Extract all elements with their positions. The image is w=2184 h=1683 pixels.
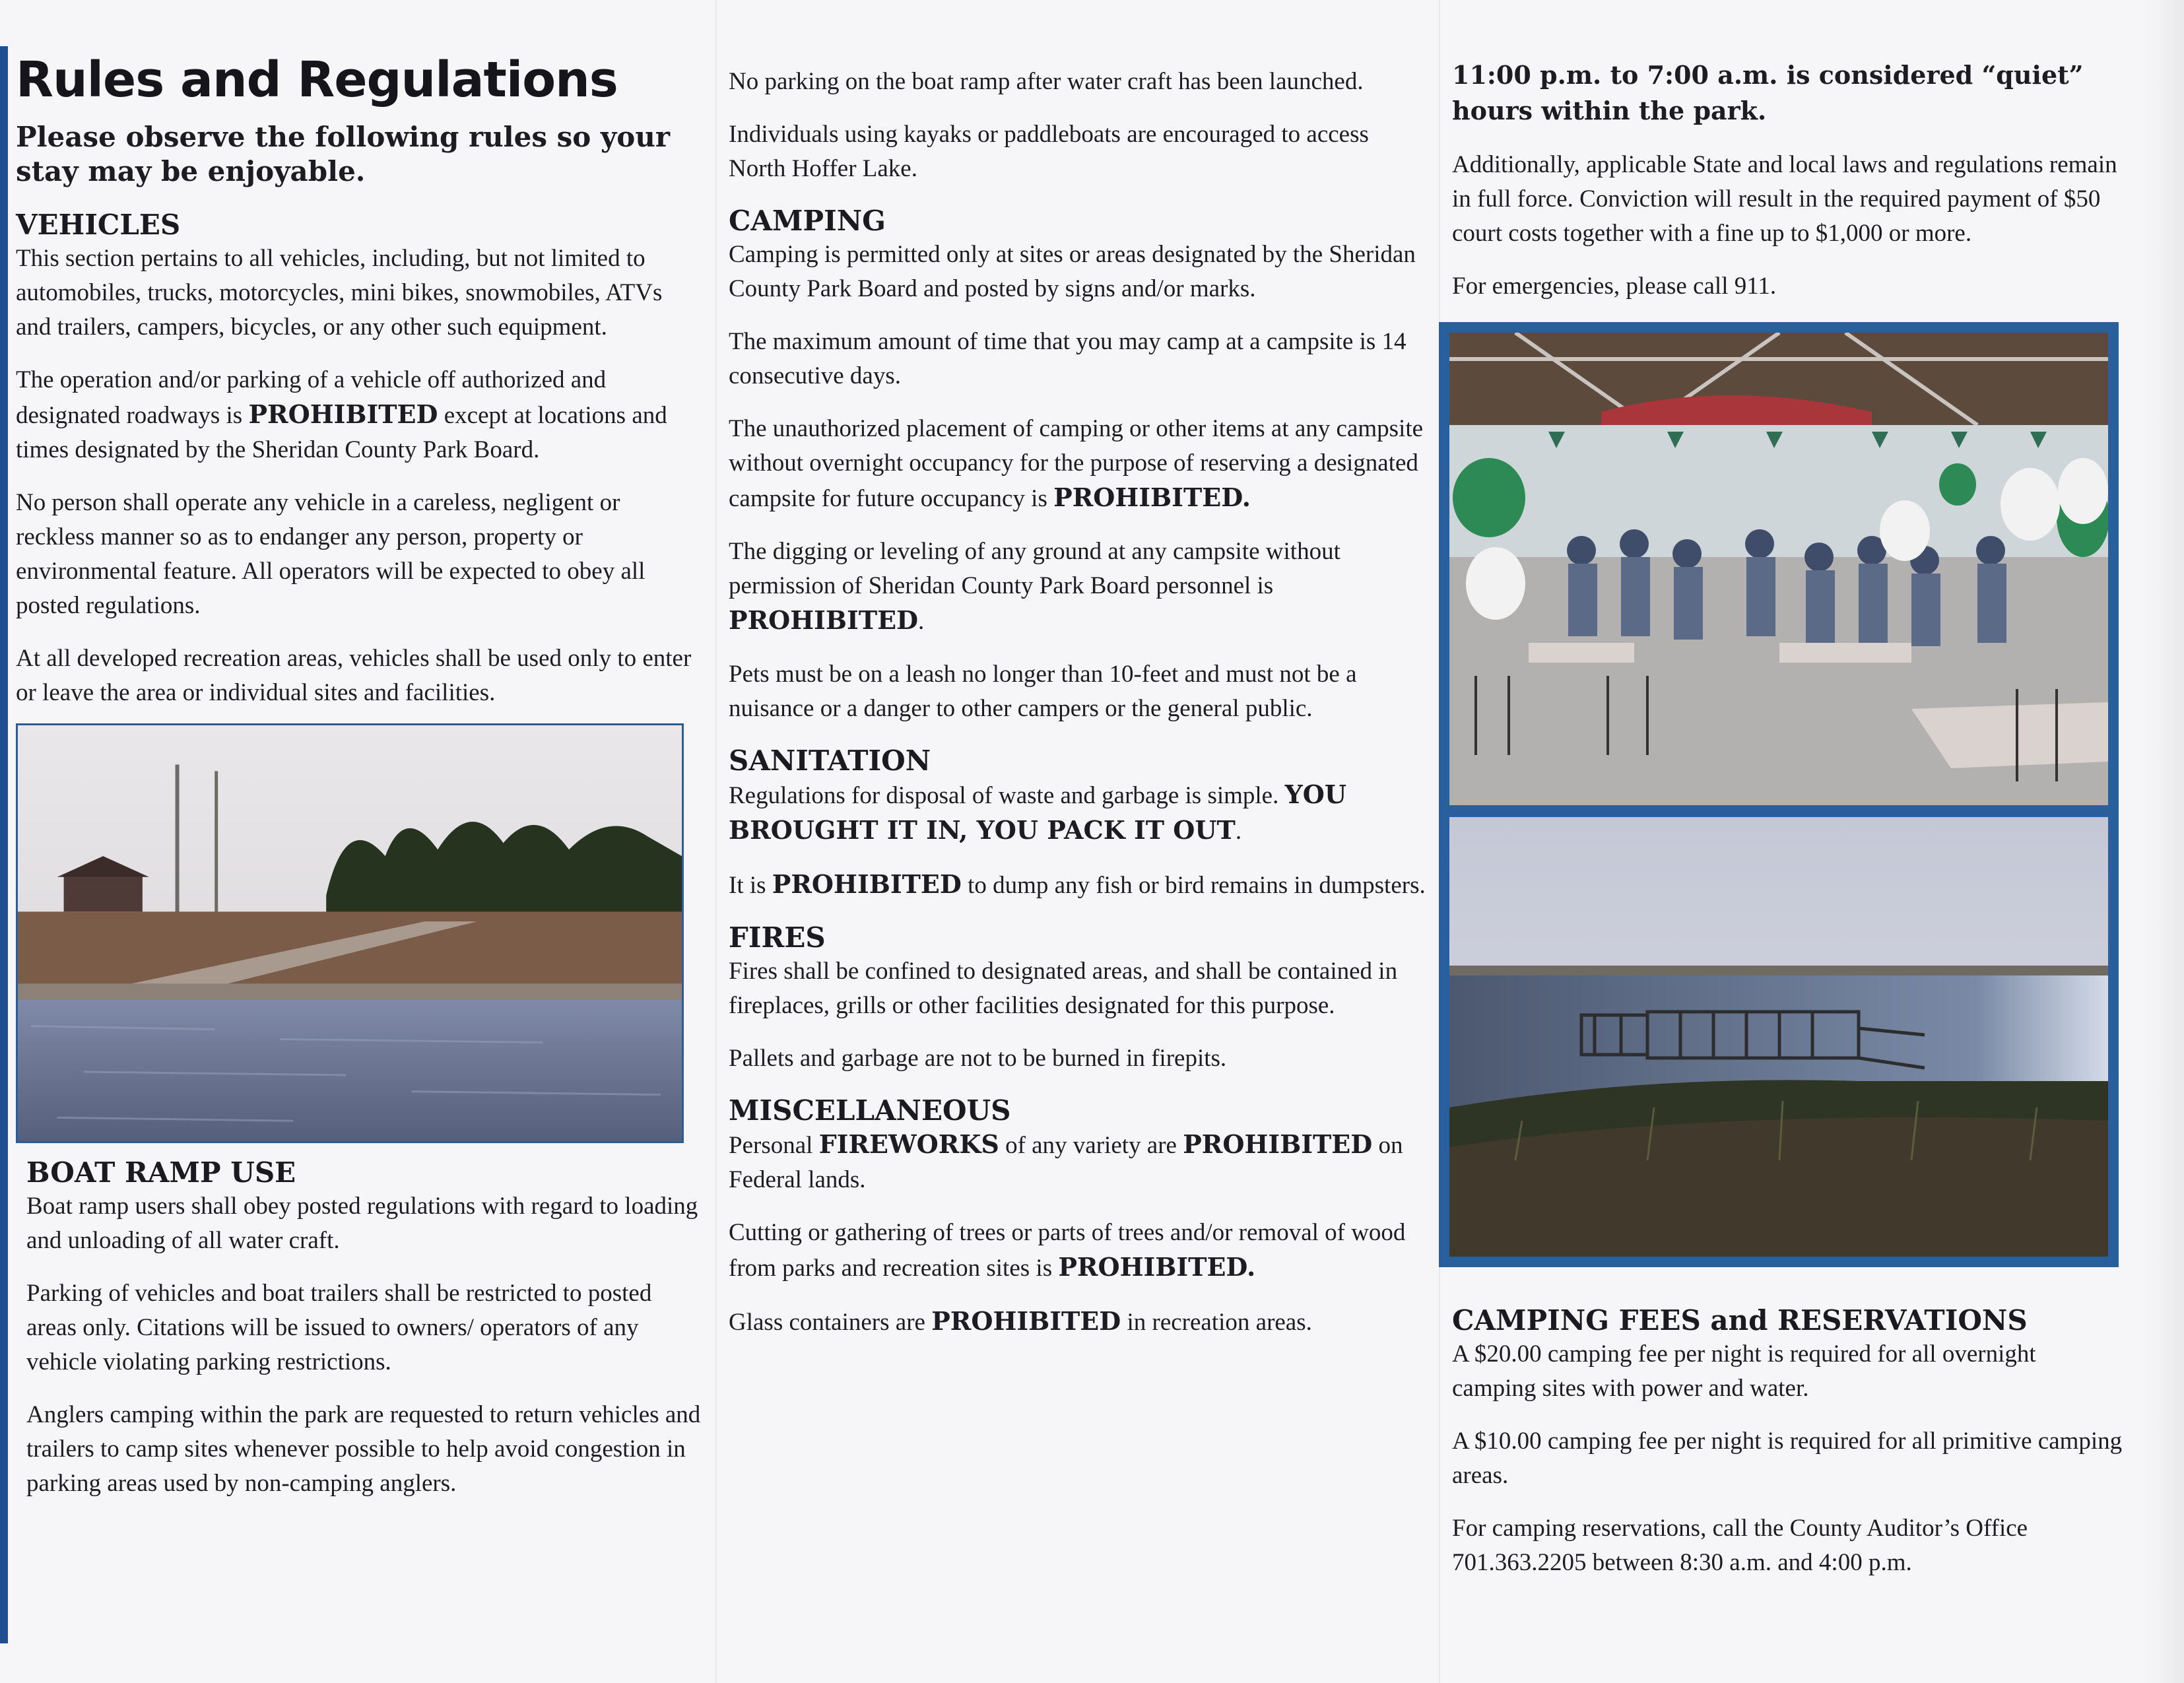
fireworks-emphasis: FIREWORKS (818, 1129, 999, 1159)
vehicles-section (16, 209, 702, 710)
boat-ramp-paragraph: Anglers camping within the park are requested to return vehicles and trailers to camp sites whenever possible to help avoid congestion in parking areas used by non-camping anglers. (26, 1401, 701, 1497)
camping-paragraph: The unauthorized placement of camping or other items at any campsite without overnight occupancy for the purpose of reserving a designated campsite for future occupancy is PROHIBITED. (729, 415, 1424, 512)
column-2 (729, 65, 1428, 1358)
fees-paragraph: A $10.00 camping fee per night is required for all primitive camping areas. (1452, 1428, 2123, 1489)
camping-heading: CAMPING (729, 205, 886, 237)
camping-paragraph: Camping is permitted only at sites or areas designated by the Sheridan County Park Board and posted by signs and/or marks. (729, 241, 1416, 302)
vehicles-heading: VEHICLES (16, 209, 181, 241)
vehicles-paragraph: The operation and/or parking of a vehicle off authorized and designated roadways is PROHIBITED except at locations and times designated by the Sheridan County Park Board. (16, 366, 667, 463)
misc-heading: MISCELLANEOUS (729, 1094, 1011, 1127)
misc-paragraph: Cutting or gathering of trees or parts of trees and/or removal of wood from parks and recreation sites is PROHIBITED. (729, 1219, 1406, 1282)
prohibited-emphasis: PROHIBITED (931, 1306, 1121, 1336)
fires-section (729, 921, 1428, 1076)
prohibited-emphasis: PROHIBITED (248, 399, 438, 429)
boat-ramp-paragraph: Individuals using kayaks or paddleboats are encouraged to access North Hoffer Lake. (729, 121, 1369, 182)
sanitation-section (729, 744, 1428, 903)
fires-paragraph: Pallets and garbage are not to be burned in firepits. (729, 1045, 1227, 1072)
prohibited-emphasis: PROHIBITED. (1053, 482, 1251, 512)
vehicles-paragraph: This section pertains to all vehicles, including, but not limited to automobiles, trucks, motorcycles, mini bikes, snowmobiles, ATVs and trailers, campers, bicycles, or any other such equipment. (16, 245, 663, 341)
boat-ramp-paragraph: Boat ramp users shall obey posted regulations with regard to loading and unloading of all water craft. (26, 1193, 698, 1254)
reservations-paragraph: For camping reservations, call the County Auditor’s Office 701.363.2205 between 8:30 a.m. and 4:00 p.m. (1452, 1515, 2028, 1576)
fires-paragraph: Fires shall be confined to designated areas, and shall be contained in fireplaces, grills or other facilities designated for this purpose. (729, 958, 1398, 1019)
prohibited-emphasis: PROHIBITED (772, 869, 962, 899)
column-3 (1452, 58, 2125, 1599)
sanitation-heading: SANITATION (729, 744, 931, 777)
boat-ramp-section (26, 1156, 702, 1501)
page-title: Rules and Regulations (16, 51, 618, 108)
photo-frame (1439, 322, 2119, 1267)
page-shadow (2144, 0, 2184, 1683)
misc-paragraph: Personal FIREWORKS of any variety are PROHIBITED on Federal lands. (729, 1129, 1403, 1193)
sanitation-paragraph: Regulations for disposal of waste and garbage is simple. YOU BROUGHT IT IN, YOU PACK IT OUT. (729, 779, 1346, 845)
prohibited-emphasis: PROHIBITED (1183, 1129, 1373, 1159)
camping-paragraph: The digging or leveling of any ground at any campsite without permission of Sheridan County Park Board personnel is PROHIBITED. (729, 538, 1340, 635)
laws-paragraph: Additionally, applicable State and local laws and regulations remain in full force. Conviction will result in the required payment of $50 court costs together with a fine up to $1,000 or more. (1452, 151, 2117, 247)
gathering-photo (1449, 333, 2108, 805)
fees-heading: CAMPING FEES and RESERVATIONS (1452, 1304, 2028, 1336)
vehicles-paragraph: At all developed recreation areas, vehicles shall be used only to enter or leave the area or individual sites and facilities. (16, 645, 692, 706)
fees-section (1452, 1304, 2125, 1580)
fires-heading: FIRES (729, 921, 826, 954)
fees-paragraph: A $20.00 camping fee per night is required for all overnight camping sites with power and water. (1452, 1340, 2036, 1402)
camping-paragraph: Pets must be on a leash no longer than 10-feet and must not be a nuisance or a danger to other campers or the general public. (729, 661, 1357, 722)
sanitation-paragraph: It is PROHIBITED to dump any fish or bird remains in dumpsters. (729, 869, 1426, 899)
pack-it-out-emphasis: YOU BROUGHT IT IN, YOU PACK IT OUT (729, 779, 1346, 845)
boat-ramp-heading: BOAT RAMP USE (26, 1156, 296, 1189)
boat-ramp-paragraph: No parking on the boat ramp after water craft has been launched. (729, 68, 1364, 95)
boat-ramp-paragraph: Parking of vehicles and boat trailers shall be restricted to posted areas only. Citations will be issued to owners/ operators of any vehicle violating parking restrictions. (26, 1280, 652, 1375)
fold-line (715, 0, 717, 1683)
page-subtitle: Please observe the following rules so your stay may be enjoyable. (16, 121, 670, 187)
camping-paragraph: The maximum amount of time that you may camp at a campsite is 14 consecutive days. (729, 328, 1406, 389)
dock-photo (1449, 817, 2108, 1257)
column-1 (16, 51, 702, 1519)
prohibited-emphasis: PROHIBITED. (1058, 1252, 1256, 1282)
photo-gap (1449, 805, 2108, 817)
prohibited-emphasis: PROHIBITED (729, 605, 919, 635)
emergency-paragraph: For emergencies, please call 911. (1452, 273, 1777, 300)
camping-section (729, 205, 1428, 726)
boat-ramp-photo (16, 723, 684, 1143)
misc-paragraph: Glass containers are PROHIBITED in recreation areas. (729, 1306, 1312, 1336)
misc-section (729, 1094, 1428, 1340)
vehicles-paragraph: No person shall operate any vehicle in a careless, negligent or reckless manner so as to endanger any person, property or environmental feature. All operators will be expected to obey all posted regulations. (16, 489, 645, 619)
page-edge-bar (0, 46, 8, 1643)
quiet-hours-text: 11:00 p.m. to 7:00 a.m. is considered “quiet” hours within the park. (1452, 60, 2084, 125)
